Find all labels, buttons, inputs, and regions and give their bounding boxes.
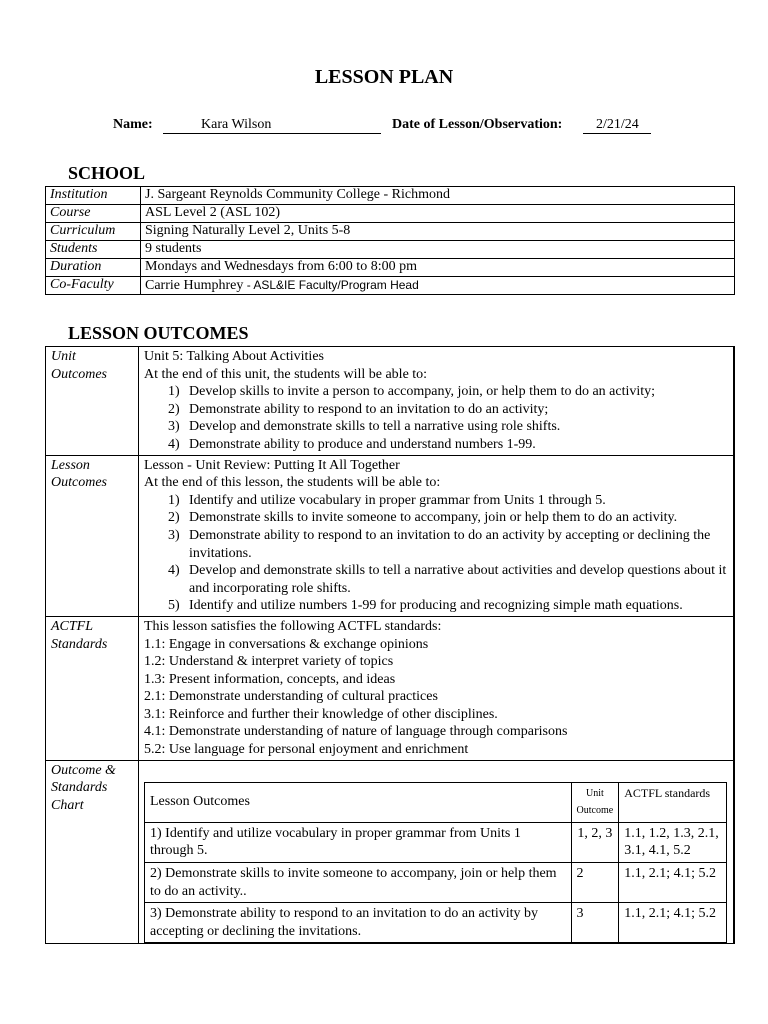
item-number: 4) bbox=[168, 436, 180, 452]
list-item bbox=[168, 509, 729, 527]
chart-cell-outcome: 1) Identify and utilize vocabulary in proper grammar from Units 1 through 5. bbox=[145, 822, 572, 862]
table-row bbox=[46, 187, 735, 205]
chart-cell-standards: 1.1, 1.2, 1.3, 2.1, 3.1, 4.1, 5.2 bbox=[619, 822, 727, 862]
table-row bbox=[46, 760, 735, 944]
unit-outcomes-key bbox=[46, 347, 139, 456]
item-text: Demonstrate ability to respond to an invitation to do an activity; bbox=[189, 401, 549, 417]
key-line: Unit bbox=[51, 349, 76, 364]
table-row bbox=[145, 863, 727, 903]
table-row bbox=[46, 205, 735, 223]
key-line: Outcomes bbox=[51, 475, 107, 491]
page-title: LESSON PLAN bbox=[314, 66, 454, 88]
school-value: ASL Level 2 (ASL 102) bbox=[141, 205, 735, 223]
header-actfl-standards: ACTFL standards bbox=[619, 782, 727, 822]
school-key: Course bbox=[46, 205, 141, 223]
school-key: Duration bbox=[46, 259, 141, 277]
header-lesson-outcomes: Lesson Outcomes bbox=[145, 782, 572, 822]
header-unit-outcome: Unit Outcome bbox=[571, 782, 619, 822]
table-row bbox=[46, 616, 735, 760]
item-number: 1) bbox=[168, 384, 180, 400]
list-item bbox=[168, 383, 729, 401]
item-text: Develop and demonstrate skills to tell a narrative about activities and develop questions about it and incorporating role shifts. bbox=[189, 563, 727, 596]
actfl-item: 4.1: Demonstrate understanding of nature of language through comparisons bbox=[144, 724, 568, 740]
lesson-outcomes-key bbox=[46, 455, 139, 616]
school-key: Co-Faculty bbox=[46, 277, 141, 295]
item-number: 5) bbox=[168, 598, 180, 614]
date-label: Date of Lesson/Observation: bbox=[392, 117, 563, 132]
school-value: Signing Naturally Level 2, Units 5-8 bbox=[141, 223, 735, 241]
item-text: Identify and utilize vocabulary in proper grammar from Units 1 through 5. bbox=[189, 492, 606, 508]
outcomes-heading: LESSON OUTCOMES bbox=[68, 323, 249, 343]
item-text: Demonstrate ability to respond to an invitation to do an activity by accepting or declining the invitations. bbox=[189, 527, 711, 561]
actfl-item: 2.1: Demonstrate understanding of cultural practices bbox=[144, 689, 438, 705]
table-row bbox=[46, 347, 735, 456]
item-text: Demonstrate ability to produce and understand numbers 1-99. bbox=[189, 436, 536, 452]
lesson-outcomes-content bbox=[139, 455, 735, 616]
table-row bbox=[46, 277, 735, 295]
actfl-item: 1.1: Engage in conversations & exchange opinions bbox=[144, 636, 429, 652]
school-key: Institution bbox=[46, 187, 141, 205]
item-text: Identify and utilize numbers 1-99 for producing and recognizing simple math equations. bbox=[189, 598, 683, 614]
key-line: Standards bbox=[51, 636, 108, 652]
table-row bbox=[145, 782, 727, 822]
list-item bbox=[168, 401, 729, 419]
key-line: Chart bbox=[51, 797, 84, 813]
actfl-item: 1.3: Present information, concepts, and ideas bbox=[144, 671, 396, 687]
table-row bbox=[145, 903, 727, 943]
school-value: Mondays and Wednesdays from 6:00 to 8:00 pm bbox=[141, 259, 735, 277]
item-number: 3) bbox=[168, 527, 180, 543]
actfl-item: 5.2: Use language for personal enjoyment and enrichment bbox=[144, 742, 469, 758]
table-row bbox=[46, 259, 735, 277]
list-item bbox=[168, 418, 729, 436]
school-value bbox=[141, 277, 735, 295]
lesson-outcome-list bbox=[144, 492, 729, 615]
outcome-standards-table bbox=[144, 782, 727, 944]
school-value: J. Sargeant Reynolds Community College - Richmond bbox=[141, 187, 735, 205]
unit-outcomes-content bbox=[139, 347, 735, 456]
chart-cell-outcome: 2) Demonstrate skills to invite someone to accompany, join or help them to do an activity.. bbox=[145, 863, 572, 903]
item-number: 2) bbox=[168, 401, 180, 417]
list-item bbox=[168, 492, 729, 510]
item-text: Demonstrate skills to invite someone to accompany, join or help them to do an activity. bbox=[189, 510, 678, 526]
lesson-intro: At the end of this lesson, the students will be able to: bbox=[144, 475, 441, 491]
key-line: ACTFL bbox=[51, 618, 94, 634]
chart-cell-outcome: 3) Demonstrate ability to respond to an invitation to do an activity by accepting or declining the invitations. bbox=[145, 903, 572, 943]
item-text: Develop and demonstrate skills to tell a narrative using role shifts. bbox=[189, 419, 561, 435]
item-text: Develop skills to invite a person to accompany, join, or help them to do an activity; bbox=[189, 384, 656, 400]
unit-outcome-list bbox=[144, 383, 729, 453]
date-value: 2/21/24 bbox=[583, 116, 651, 134]
actfl-standards-content bbox=[139, 616, 735, 760]
school-heading: SCHOOL bbox=[68, 163, 146, 183]
key-line: Standards bbox=[51, 780, 108, 796]
lesson-title: Lesson - Unit Review: Putting It All Together bbox=[144, 457, 400, 473]
actfl-standards-key bbox=[46, 616, 139, 760]
actfl-item: 3.1: Reinforce and further their knowledge of other disciplines. bbox=[144, 706, 498, 722]
list-item bbox=[168, 562, 729, 597]
item-number: 1) bbox=[168, 492, 180, 508]
item-number: 3) bbox=[168, 419, 180, 435]
name-label: Name: bbox=[113, 117, 153, 132]
chart-key bbox=[46, 760, 139, 944]
list-item bbox=[168, 436, 729, 454]
actfl-item: 1.2: Understand & interpret variety of topics bbox=[144, 654, 394, 670]
table-row bbox=[145, 822, 727, 862]
key-line: Outcomes bbox=[51, 366, 107, 382]
item-number: 2) bbox=[168, 510, 180, 526]
chart-content bbox=[139, 760, 735, 944]
table-row bbox=[46, 223, 735, 241]
name-value: Kara Wilson bbox=[163, 116, 381, 134]
unit-title: Unit 5: Talking About Activities bbox=[144, 349, 324, 364]
outcomes-table bbox=[45, 346, 735, 944]
chart-cell-standards: 1.1, 2.1; 4.1; 5.2 bbox=[619, 903, 727, 943]
key-line: Lesson bbox=[51, 457, 90, 473]
school-value: 9 students bbox=[141, 241, 735, 259]
chart-cell-standards: 1.1, 2.1; 4.1; 5.2 bbox=[619, 863, 727, 903]
list-item bbox=[168, 527, 729, 562]
list-item bbox=[168, 597, 729, 615]
chart-cell-unit: 1, 2, 3 bbox=[571, 822, 619, 862]
actfl-intro: This lesson satisfies the following ACTFL standards: bbox=[144, 618, 442, 634]
school-key: Curriculum bbox=[46, 223, 141, 241]
co-faculty-role: - ASL&IE Faculty/Program Head bbox=[243, 278, 419, 292]
item-number: 4) bbox=[168, 563, 180, 579]
school-table bbox=[45, 186, 735, 295]
co-faculty-name: Carrie Humphrey bbox=[145, 278, 244, 293]
school-key: Students bbox=[46, 241, 141, 259]
table-row bbox=[46, 455, 735, 616]
unit-intro: At the end of this unit, the students will be able to: bbox=[144, 366, 428, 382]
key-line: Outcome & bbox=[51, 762, 116, 778]
chart-cell-unit: 3 bbox=[571, 903, 619, 943]
chart-cell-unit: 2 bbox=[571, 863, 619, 903]
table-row bbox=[46, 241, 735, 259]
